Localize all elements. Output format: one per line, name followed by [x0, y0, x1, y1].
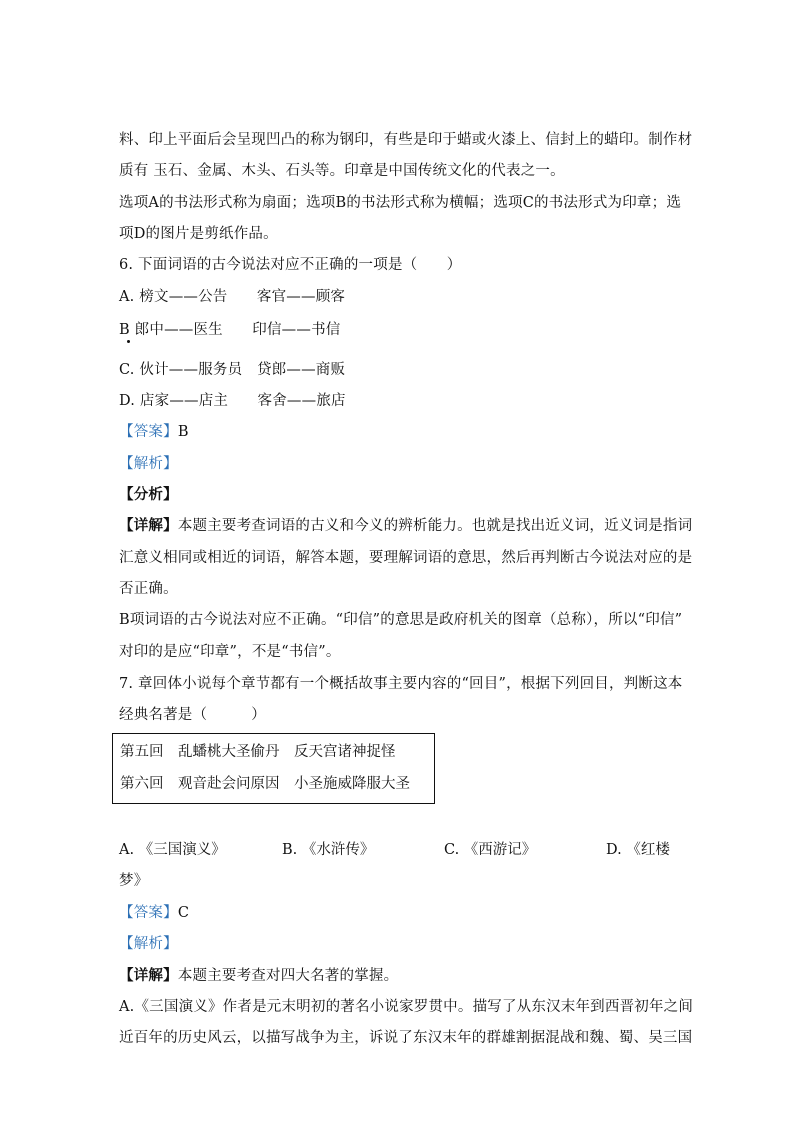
detail-tag: 【详解】 [119, 517, 178, 534]
question-7-option-d: D. 《红楼 [606, 842, 670, 858]
text-line: B项词语的古今说法对应不正确。“印信”的意思是政府机关的图章（总称），所以“印信” [119, 612, 683, 628]
question-6: 6. 下面词语的古今说法对应不正确的一项是（ ） [119, 257, 462, 273]
detail-text: 本题主要考查词语的古义和今义的辨析能力。也就是找出近义词，近义词是指词 [177, 518, 693, 534]
text-line: 项D的图片是剪纸作品。 [119, 226, 278, 242]
analysis-tag: 【解析】 [119, 936, 178, 952]
question-6-option-c: C. 伙计——服务员 贷郎——商贩 [119, 362, 346, 378]
question-6-option-d: D. 店家——店主 客舍——旅店 [119, 393, 346, 409]
question-6-option-a: A. 榜文——公告 客官——顾客 [119, 289, 346, 305]
text-line: 质有 玉石、金属、木头、石头等。印章是中国传统文化的代表之一。 [119, 163, 565, 179]
text-line: 汇意义相同或相近的词语，解答本题，要理解词语的意思，然后再判断古今说法对应的是 [119, 550, 693, 566]
question-7-option-d-cont: 梦》 [119, 873, 149, 889]
answer-tag: 【答案】 [119, 424, 178, 440]
detail-line [119, 516, 693, 536]
detail-tag: 【详解】 [119, 967, 178, 984]
text-line: 选项A的书法形式称为扇面；选项B的书法形式称为横幅；选项C的书法形式为印章；选 [119, 195, 682, 211]
text-line: 近百年的历史风云，以描写战争为主，诉说了东汉末年的群雄割据混战和魏、蜀、吴三国 [119, 1030, 693, 1046]
question-7: 7. 章回体小说每个章节都有一个概括故事主要内容的“回目”，根据下列回目，判断这本 [119, 676, 683, 692]
question-7-option-c: C. 《西游记》 [444, 842, 537, 858]
chapter-6-title: 第六回 观音赴会问原因 小圣施威降服大圣 [120, 776, 410, 792]
answer-tag: 【答案】 [119, 905, 178, 921]
text-line: 料、印上平面后会呈现凹凸的称为钢印，有些是印于蜡或火漆上、信封上的蜡印。制作材 [119, 132, 693, 148]
question-7-option-b: B. 《水浒传》 [282, 842, 375, 858]
text-line: 对印的是应“印章”，不是“书信”。 [119, 644, 341, 660]
question-7-option-a: A. 《三国演义》 [119, 842, 226, 858]
question-6-option-b: B 郎中——医生 印信——书信 [119, 322, 341, 338]
answer-value: C [177, 905, 190, 921]
emphasis-dot [127, 340, 130, 343]
fenxi-tag: 【分析】 [119, 486, 178, 503]
analysis-tag: 【解析】 [119, 456, 178, 472]
text-line: 否正确。 [119, 581, 178, 597]
question-7-cont: 经典名著是（ ） [119, 707, 266, 723]
detail-text: 本题主要考查对四大名著的掌握。 [177, 968, 399, 984]
detail-line [119, 966, 679, 986]
answer-7 [119, 903, 679, 923]
answer-value: B [177, 424, 189, 440]
answer-6 [119, 422, 679, 442]
chapter-titles-box [112, 733, 435, 804]
text-line: A.《三国演义》作者是元末明初的著名小说家罗贯中。描写了从东汉末年到西晋初年之间 [119, 999, 694, 1015]
chapter-5-title: 第五回 乱蟠桃大圣偷丹 反天宫诸神捉怪 [120, 744, 396, 760]
